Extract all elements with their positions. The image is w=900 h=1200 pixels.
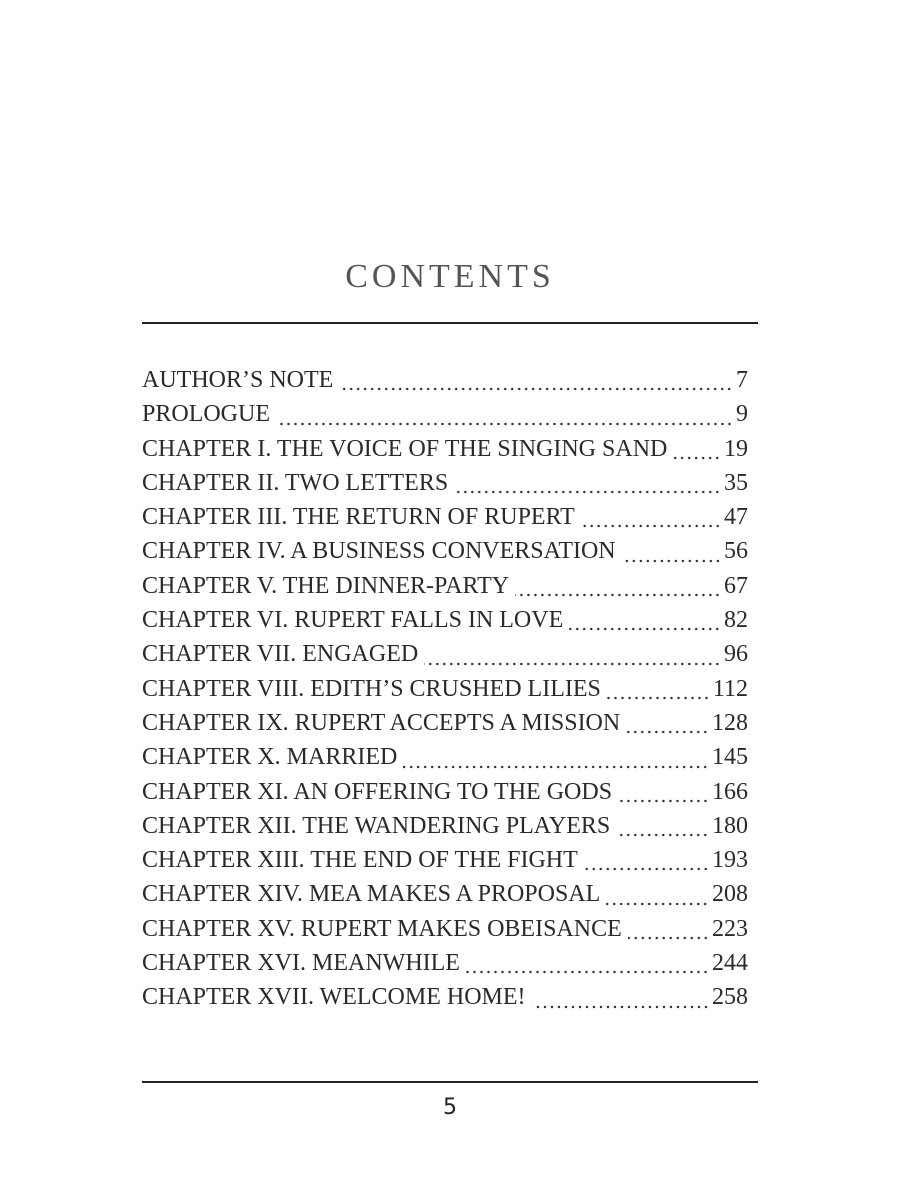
toc-entry-page: 96 xyxy=(724,641,748,668)
dot-leader xyxy=(569,607,721,631)
toc-entry-title: AUTHOR’S NOTE xyxy=(142,367,334,393)
toc-entry-page: 223 xyxy=(712,915,748,942)
dot-leader xyxy=(276,402,733,426)
toc-entry[interactable] xyxy=(142,637,748,671)
toc-entry-title: CHAPTER XI. AN OFFERING TO THE GODS xyxy=(142,778,613,805)
toc-entry-title: CHAPTER X. MARRIED xyxy=(142,744,398,771)
toc-entry-page: 67 xyxy=(724,572,748,599)
toc-entry-page: 193 xyxy=(712,847,748,874)
dot-leader xyxy=(626,710,709,734)
toc-entry[interactable] xyxy=(142,740,748,774)
dot-leader xyxy=(466,950,709,974)
toc-entry[interactable] xyxy=(142,363,748,397)
toc-entry-page: 35 xyxy=(724,469,748,496)
toc-entry-title: CHAPTER I. THE VOICE OF THE SINGING SAND xyxy=(142,435,668,462)
toc-entry[interactable] xyxy=(142,500,748,534)
toc-entry-title: CHAPTER XVI. MEANWHILE xyxy=(142,950,460,977)
toc-entry[interactable] xyxy=(142,980,748,1014)
dot-leader xyxy=(424,642,721,666)
toc-entry-page: 9 xyxy=(736,401,748,428)
toc-entry-title: CHAPTER V. THE DINNER-PARTY xyxy=(142,572,510,599)
top-divider xyxy=(142,322,758,324)
toc-entry[interactable] xyxy=(142,775,748,809)
dot-leader xyxy=(454,470,721,494)
toc-entry-page: 258 xyxy=(712,984,748,1011)
dot-leader xyxy=(607,676,710,700)
toc-entry[interactable] xyxy=(142,912,748,946)
dot-leader xyxy=(628,916,709,940)
toc-entry[interactable] xyxy=(142,877,748,911)
table-of-contents xyxy=(142,363,748,1015)
toc-entry-page: 56 xyxy=(724,538,748,565)
toc-entry-title: CHAPTER II. TWO LETTERS xyxy=(142,469,449,496)
page-title: CONTENTS xyxy=(345,258,555,295)
dot-leader xyxy=(403,745,709,769)
toc-entry[interactable] xyxy=(142,397,748,431)
toc-entry-page: 47 xyxy=(724,504,748,531)
dot-leader xyxy=(618,779,709,803)
toc-entry-page: 112 xyxy=(712,675,748,702)
toc-entry-title: CHAPTER VI. RUPERT FALLS IN LOVE xyxy=(142,607,564,634)
toc-entry[interactable] xyxy=(142,569,748,603)
dot-leader xyxy=(584,847,709,871)
toc-entry-page: 19 xyxy=(724,435,748,462)
dot-leader xyxy=(339,367,733,391)
dot-leader xyxy=(622,539,721,563)
dot-leader xyxy=(581,504,721,528)
toc-entry[interactable] xyxy=(142,706,748,740)
toc-entry-page: 166 xyxy=(712,778,748,805)
toc-entry-title: CHAPTER VIII. EDITH’S CRUSHED LILIES xyxy=(142,675,601,702)
dot-leader xyxy=(606,882,709,906)
toc-entry-title: CHAPTER XV. RUPERT MAKES OBEISANCE xyxy=(142,915,622,942)
toc-entry-title: CHAPTER XIV. MEA MAKES A PROPOSAL xyxy=(142,881,601,908)
toc-entry[interactable] xyxy=(142,843,748,877)
toc-entry-page: 244 xyxy=(712,950,748,977)
toc-entry[interactable] xyxy=(142,946,748,980)
bottom-divider xyxy=(142,1081,758,1083)
toc-entry-title: PROLOGUE xyxy=(142,401,271,428)
toc-entry-page: 82 xyxy=(724,607,748,634)
toc-entry-page: 208 xyxy=(712,881,748,908)
toc-entry-title: CHAPTER XVII. WELCOME HOME! xyxy=(142,984,526,1011)
toc-entry-title: CHAPTER IX. RUPERT ACCEPTS A MISSION xyxy=(142,709,621,736)
dot-leader xyxy=(616,813,709,837)
dot-leader xyxy=(673,436,721,460)
toc-entry-title: CHAPTER XIII. THE END OF THE FIGHT xyxy=(142,847,578,874)
toc-entry[interactable] xyxy=(142,809,748,843)
toc-entry-page: 145 xyxy=(712,744,748,771)
toc-entry[interactable] xyxy=(142,603,748,637)
toc-entry-title: CHAPTER VII. ENGAGED xyxy=(142,641,419,668)
toc-entry[interactable] xyxy=(142,432,748,466)
toc-entry[interactable] xyxy=(142,466,748,500)
toc-entry-title: CHAPTER XII. THE WANDERING PLAYERS xyxy=(142,812,611,839)
toc-entry-title: CHAPTER III. THE RETURN OF RUPERT xyxy=(142,504,575,531)
toc-entry-page: 180 xyxy=(712,812,748,839)
dot-leader xyxy=(532,985,709,1009)
toc-entry-page: 128 xyxy=(712,709,748,736)
dot-leader xyxy=(515,573,721,597)
toc-entry-page: 7 xyxy=(736,367,748,393)
toc-entry-title: CHAPTER IV. A BUSINESS CONVERSATION xyxy=(142,538,616,565)
toc-entry[interactable] xyxy=(142,672,748,706)
page-number: 5 xyxy=(443,1095,457,1120)
toc-entry[interactable] xyxy=(142,534,748,568)
